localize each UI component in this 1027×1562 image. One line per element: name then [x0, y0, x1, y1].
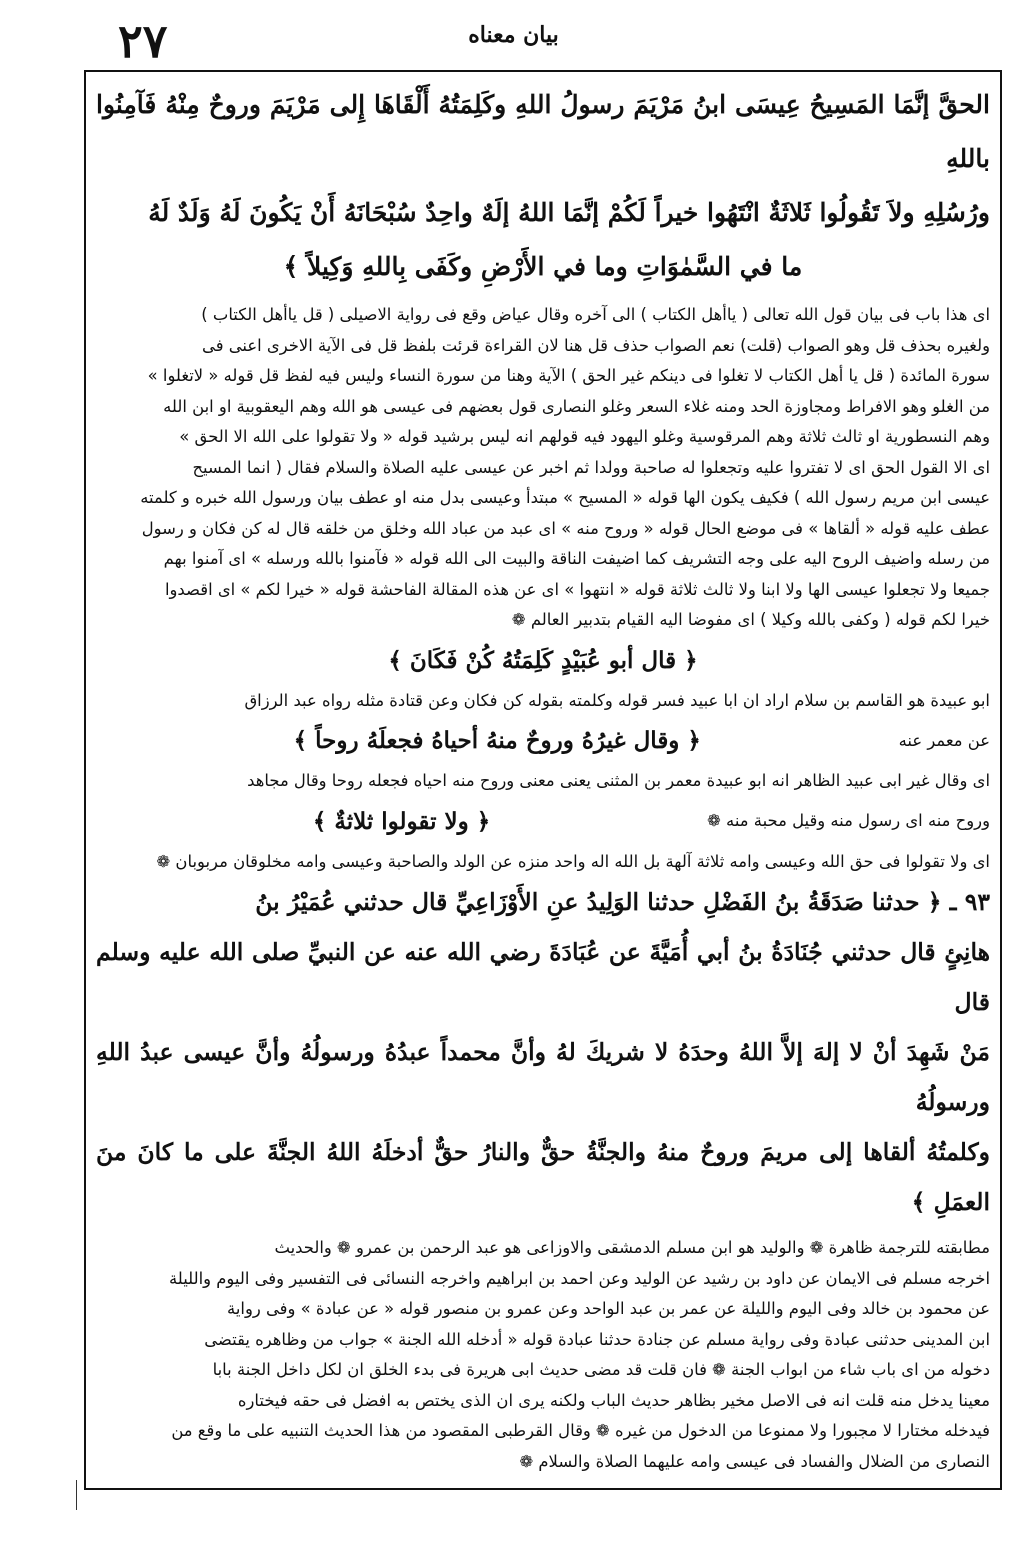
commentary-line: ابو عبيدة هو القاسم بن سلام اراد ان ابا عبيد فسر قوله وكلمته بقوله كن فكان وعن قتادة مثله رواه عبد الرزاق — [244, 690, 990, 710]
hadith-line: هانِئٍ قال حدثني جُنَادَةُ بنُ أبي أُمَيَّةَ عن عُبَادَةَ رضي الله عنه عن النبيِّ صلى الله عليه وسلم قال — [96, 938, 990, 1016]
verse-line: ورُسُلِهِ ولاَ تَقُولُوا ثَلاثَةٌ انْتَهُوا خيراً لَكُمْ إنَّمَا اللهُ إلَهٌ واحِدٌ سُبْحَانَهُ أَنْ يَكُونَ لَهُ وَلَدٌ لَهُ — [148, 198, 990, 227]
section-heading: ﴿ قال أبو عُبَيْدٍ كَلِمَتُهُ كُنْ فَكَانَ ﴾ — [388, 646, 698, 674]
commentary-line: اخرجه مسلم فى الايمان عن داود بن رشيد عن الوليد وعن احمد بن ابراهيم واخرجه النسائى فى التفسير وفى اليوم والليلة — [169, 1268, 990, 1288]
commentary-line: خيرا لكم قوله ( وكفى بالله وكيلا ) اى مفوضا اليه القيام بتدبير العالم ❁ — [511, 610, 990, 629]
commentary-line: مطابقته للترجمة ظاهرة ❁ والوليد هو ابن مسلم الدمشقى والاوزاعى هو عبد الرحمن بن عمرو ❁ والحديث — [274, 1238, 990, 1257]
commentary-block — [96, 686, 990, 717]
section-heading: ﴿ ولا تقولوا ثلاثةٌ ﴾ — [312, 807, 491, 835]
hadith-line: مَنْ شَهِدَ أنْ لا إلهَ إلاَّ اللهُ وحدَهُ لا شريكَ لهُ وأنَّ محمداً عبدُهُ ورسولُهُ وأنَّ عيسى عبدُ اللهِ ورسولُهُ — [96, 1038, 990, 1116]
commentary-line: من رسله واضيف الروح اليه على وجه التشريف كما اضيفت الناقة والبيت الى الله قوله « فآمنوا بالله ورسله » اى آمنوا بهم — [163, 549, 990, 568]
commentary-line: اى وقال غير ابى عبيد الظاهر انه ابو عبيدة معمر بن المثنى يعنى معنى وروح منه احياه فجعله روحا وقال مجاهد — [247, 771, 990, 790]
commentary-block — [96, 766, 990, 797]
verse-line: الحقَّ إنَّمَا المَسِيحُ عِيسَى ابنُ مَرْيَمَ رسولُ اللهِ وكَلِمَتُهُ أَلْقَاهَا إِلى مَرْيَمَ وروحٌ مِنْهُ فَآمِنُوا باللهِ — [96, 90, 990, 173]
hadith-line: ٩٣ ـ ﴿ حدثنا صَدَقَةُ بنُ الفَضْلِ حدثنا الوَلِيدُ عنِ الأَوْزَاعِيِّ قال حدثني عُمَيْرُ بنُ — [255, 888, 990, 916]
verse-line: ما في السَّمٰوَاتِ وما في الأَرْضِ وكَفَى بِاللهِ وَكِيلاً ﴾ — [283, 252, 803, 281]
hadith-line: وكلمتُهُ ألقاها إلى مريمَ وروحٌ منهُ والجنَّةُ حقٌّ والنارُ حقٌّ أدخلَهُ اللهُ الجنَّةَ على ما كانَ منَ العمَلِ ﴾ — [96, 1138, 990, 1216]
verse-block — [96, 78, 990, 294]
commentary-line: اى ولا تقولوا فى حق الله وعيسى وامه ثلاثة آلهة بل الله اله واحد منزه عن الولد والصاحبة وعيسى وامه مخلوقان مربوبان ❁ — [156, 851, 990, 871]
commentary-line: اى الا القول الحق اى لا تفتروا عليه وتجعلوا له صاحبة وولدا ثم اخبر عن عيسى عليه الصلاة والسلام فقال ( انما المسيح — [192, 457, 990, 477]
commentary-block — [96, 300, 990, 636]
section-heading: ﴿ وقال غيرُهُ وروحٌ منهُ أحياهُ فجعلَهُ روحاً ﴾ — [293, 727, 701, 754]
page-body — [96, 78, 990, 1483]
heading-row — [96, 716, 990, 766]
commentary-line: من الغلو وهو الافراط ومجاوزة الحد ومنه غلاء السعر وغلو النصارى قول بعضهم فى عيسى هو الله وهم اليعقوبية او ابن الله — [163, 396, 990, 416]
commentary-line: اى هذا باب فى بيان قول الله تعالى ( ياأهل الكتاب ) الى آخره وقال عياض وقع فى رواية الاصيلى ( قل ياأهل الكتاب ) — [201, 305, 990, 324]
commentary-line: عن معمر عنه — [898, 730, 990, 750]
hadith-block — [96, 877, 990, 1227]
commentary-line: عن محمود بن خالد وفى اليوم والليلة عن عمر بن عبد الواحد وعن عمرو بن منصور قوله « عن عبادة » وفى رواية — [227, 1299, 990, 1318]
commentary-line: عطف عليه قوله « ألقاها » فى موضع الحال قوله « وروح منه » اى عبد من عباد الله وخلق من خلقه قال له كن فكان و رسول — [141, 518, 990, 538]
commentary-line: فيدخله مختارا لا مجبورا ولا ممنوعا من الدخول من غيره ❁ وقال القرطبى المقصود من هذا الحديث التنبيه على ما وقع من — [171, 1421, 990, 1440]
commentary-line: دخوله من اى باب شاء من ابواب الجنة ❁ فان قلت قد مضى حديث ابى هريرة فى بدء الخلق ان لكل داخل الجنة بابا — [212, 1360, 990, 1379]
commentary-block — [96, 1233, 990, 1477]
commentary-line: وهم النسطورية او ثالث ثلاثة وهم المرقوسية وغلو اليهود فيه قولهم انه ليس برشيد قوله « ولا تقولوا على الله الا الحق » — [179, 427, 990, 446]
page-number: ٢٧ — [118, 14, 168, 68]
commentary-line: وروح منه اى رسول منه وقيل محبة منه ❁ — [707, 811, 990, 831]
commentary-line: عيسى ابن مريم رسول الله ) فكيف يكون الها قوله « المسيح » مبتدأ وعيسى بدل منه او عطف بيان ورسول الله خبره و كلمته — [140, 488, 990, 507]
heading-row — [96, 797, 990, 847]
commentary-line: ابن المدينى حدثنى عبادة وفى رواية مسلم عن جنادة حدثنا عبادة قوله « أدخله الله الجنة » جواب من وظاهره يقتضى — [204, 1329, 990, 1349]
commentary-line: جميعا ولا تجعلوا عيسى الها ولا ابنا ولا ثالث ثلاثة قوله « انتهوا » اى عن هذه المقالة الفاحشة قوله « خيرا لكم » اى اقصدوا — [164, 579, 990, 599]
running-header: بيان معناه — [468, 22, 559, 48]
commentary-block — [96, 847, 990, 878]
commentary-line: سورة المائدة ( قل يا أهل الكتاب لا تغلوا فى دينكم غير الحق ) الآية وهنا من سورة النساء وليس فيه لفظ قل قوله « لاتغلوا » — [147, 366, 990, 385]
margin-mark — [76, 1480, 81, 1510]
commentary-line: معينا يدخل منه قلت انه فى الاصل مخير بظاهر حديث الباب ولكنه يرى ان الذى يختص به افضل فى حقه فيختاره — [237, 1390, 990, 1410]
commentary-line: ولغيره بحذف قل وهو الصواب (قلت) نعم الصواب حذف قل هنا لان القراءة قرئت بلفظ قل فى الآية الاخرى اعنى فى — [202, 335, 990, 355]
commentary-line: النصارى من الضلال والفساد فى عيسى وامه عليهما الصلاة والسلام ❁ — [519, 1451, 990, 1471]
